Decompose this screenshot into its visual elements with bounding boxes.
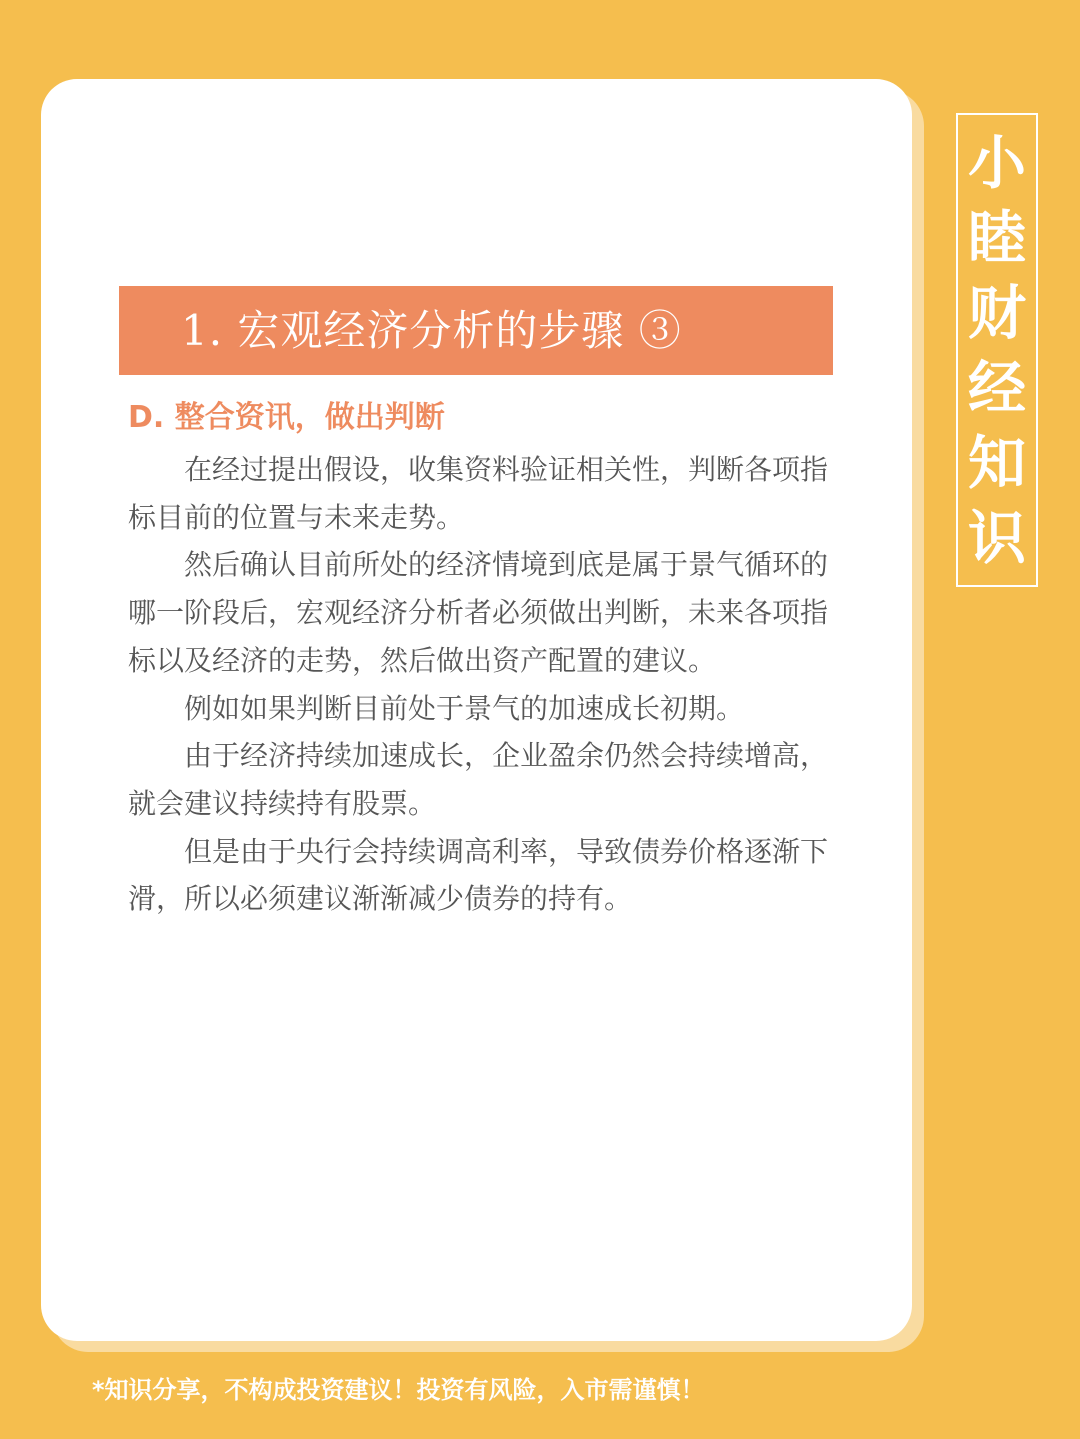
paragraph: 然后确认目前所处的经济情境到底是属于景气循环的哪一阶段后，宏观经济分析者必须做出判断，未来各项指标以及经济的走势，然后做出资产配置的建议。 xyxy=(128,548,829,677)
brand-char: 睦 xyxy=(967,203,1026,272)
brand-char: 财 xyxy=(967,278,1026,347)
section-heading: D. 整合资讯，做出判断 xyxy=(128,400,445,435)
paragraph: 由于经济持续加速成长，企业盈余仍然会持续增高，就会建议持续持有股票。 xyxy=(128,739,829,820)
brand-char: 经 xyxy=(967,353,1026,422)
disclaimer: *知识分享，不构成投资建议！投资有风险，入市需谨慎！ xyxy=(92,1376,705,1404)
brand-char: 知 xyxy=(967,428,1026,497)
paragraph: 但是由于央行会持续调高利率，导致债券价格逐渐下滑，所以必须建议渐渐减少债券的持有。 xyxy=(128,834,829,916)
brand-label xyxy=(956,113,1038,587)
paragraph: 在经过提出假设，收集资料验证相关性，判断各项指标目前的位置与未来走势。 xyxy=(128,453,829,534)
brand-char: 识 xyxy=(967,503,1026,572)
brand-char: 小 xyxy=(967,128,1026,197)
page-title: 1. 宏观经济分析的步骤 ③ xyxy=(119,286,833,375)
body-text xyxy=(128,446,836,923)
paragraph: 例如如果判断目前处于景气的加速成长初期。 xyxy=(184,691,745,725)
